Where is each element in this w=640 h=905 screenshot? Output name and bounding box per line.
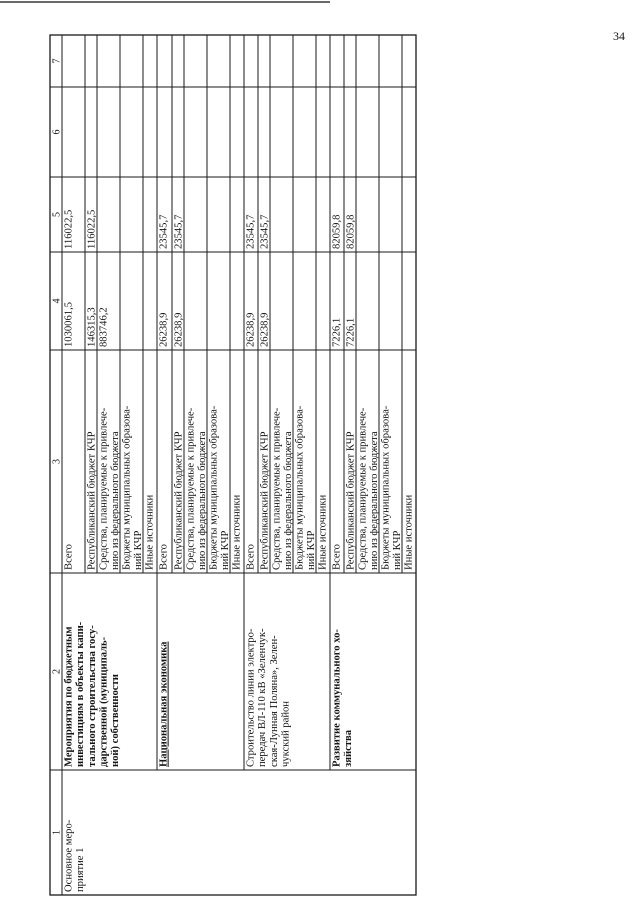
cell-col3-line: ний КЧР	[133, 530, 145, 570]
cell-col3-line: нию из федерального бюджета	[369, 431, 381, 570]
cell-col3-line: Всего	[63, 544, 75, 570]
cell-col3-line: Всего	[331, 544, 343, 570]
cell-col4-value: 7226,1	[345, 317, 357, 347]
cell-col5-value: 23545,7	[173, 214, 185, 249]
cell-col2-line: инвестициям в объекты капи-	[75, 621, 87, 767]
cell-col5-value: 23545,7	[158, 214, 170, 249]
cell-col3-line: Республиканский бюджет КЧР	[86, 431, 98, 570]
cell-col2-line: ной) собственности	[110, 674, 121, 767]
cell-col3-line: Средства, планируемые к привлече-	[98, 407, 110, 570]
cell-col2-line: чукский район	[280, 701, 292, 767]
cell-col4-value: 1030061,5	[63, 301, 75, 347]
cell-col3-line: ний КЧР	[392, 530, 404, 570]
cell-col3-line: Бюджеты муниципальных образова-	[294, 405, 306, 570]
cell-col5-value: 116022,5	[86, 209, 98, 249]
cell-col4-value: 883746,2	[98, 307, 110, 347]
rotated-table	[50, 35, 416, 895]
column-header: 6	[51, 129, 63, 135]
cell-col3-line: Бюджеты муниципальных образова-	[380, 405, 392, 570]
column-header: 3	[51, 459, 63, 464]
cell-col3-line: Средства, планируемые к привлече-	[271, 407, 283, 570]
cell-col3-line: Средства, планируемые к привлече-	[185, 407, 197, 570]
cell-col4-value: 7226,1	[331, 317, 343, 347]
cell-col3-line: ний КЧР	[220, 530, 232, 570]
cell-col3-line: нию из федерального бюджета	[110, 431, 122, 570]
cell-col5-value: 82059,8	[331, 214, 343, 249]
cell-col3-line: Республиканский бюджет КЧР	[259, 431, 271, 570]
cell-col5-value: 23545,7	[245, 214, 257, 249]
cell-col3-line: Всего	[245, 544, 257, 570]
cell-col3-line: Республиканский бюджет КЧР	[345, 431, 357, 570]
cell-col3-line: Иные источники	[144, 494, 156, 570]
cell-col2-line: дарственной (муниципаль-	[98, 636, 110, 767]
cell-col3-line: нию из федерального бюджета	[197, 431, 209, 570]
cell-col4-value: 26238,9	[259, 312, 271, 347]
cell-col4-value: 26238,9	[158, 312, 170, 347]
cell-col5-value: 82059,8	[345, 214, 357, 249]
cell-col2-line: передач ВЛ-110 кВ «Зеленчук-	[257, 628, 269, 767]
cell-col4-value: 146315,3	[86, 307, 98, 347]
cell-col2-line: Мероприятия по бюджетным	[63, 626, 75, 767]
cell-col3-line: Бюджеты муниципальных образова-	[208, 405, 220, 570]
cell-col2-line: Строительство линии электро-	[245, 628, 257, 767]
cell-col3-line: нию из федерального бюджета	[283, 431, 295, 570]
cell-col2-line: Национальная экономика	[158, 641, 170, 767]
cell-col2-line: Развитие коммунального хо-	[331, 629, 343, 767]
cell-col3-line: Иные источники	[231, 494, 243, 570]
cell-col1-line: приятие 1	[75, 847, 87, 892]
cell-col5-value: 116022,5	[63, 209, 75, 249]
column-header: 1	[51, 830, 63, 835]
cell-col4-value: 26238,9	[173, 312, 185, 347]
cell-col3-line: Республиканский бюджет КЧР	[173, 431, 185, 570]
cell-col1-line: Основное меро-	[63, 819, 75, 892]
cell-col3-line: Всего	[158, 544, 170, 570]
cell-col3-line: ний КЧР	[306, 530, 318, 570]
column-header: 4	[51, 298, 63, 304]
cell-col2-line: ская-Лунная Поляна», Зелен-	[268, 635, 280, 767]
cell-col4-value: 26238,9	[245, 312, 257, 347]
cell-col3-line: Иные источники	[403, 494, 415, 570]
column-header: 2	[51, 669, 63, 674]
cell-col3-line: Бюджеты муниципальных образова-	[121, 405, 133, 570]
cell-col2-line: зяйства	[343, 729, 355, 767]
page-number: 34	[613, 29, 625, 43]
cell-col5-value: 23545,7	[259, 214, 271, 249]
column-header: 5	[51, 212, 63, 217]
column-header: 7	[51, 58, 63, 64]
cell-col3-line: Иные источники	[317, 494, 329, 570]
cell-col2-line: тального строительства госу-	[86, 625, 98, 767]
cell-col3-line: Средства, планируемые к привлече-	[357, 407, 369, 570]
